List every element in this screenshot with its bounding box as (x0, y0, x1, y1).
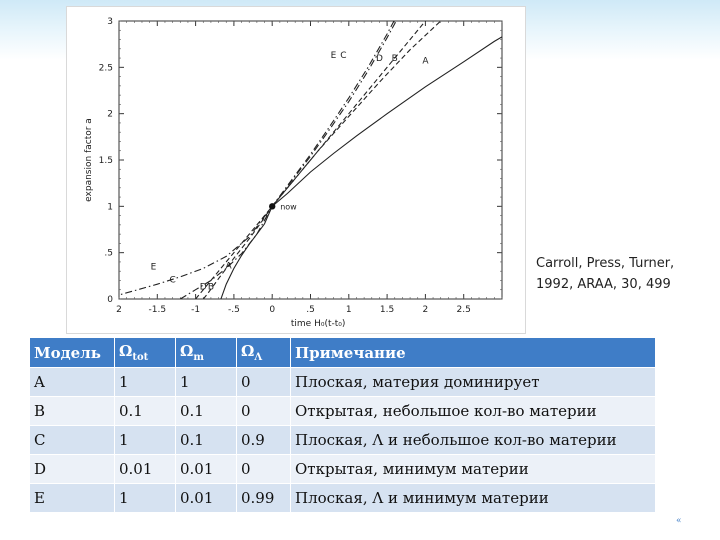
table-row (30, 426, 656, 455)
x-tick-label: .5 (306, 305, 315, 315)
cell-omega-m: 0.01 (176, 455, 237, 484)
citation-line-1: Carroll, Press, Turner, (536, 256, 675, 271)
y-tick-label: 2.5 (98, 63, 113, 74)
x-tick-label: 1 (345, 305, 352, 315)
cell-note: Плоская, материя доминирует (291, 368, 656, 397)
table-row (30, 368, 656, 397)
table-row (30, 455, 656, 484)
cell-omega-tot: 0.1 (115, 397, 176, 426)
omega-m-label: $\Omega_m$ (180, 342, 204, 363)
header-note (291, 338, 656, 368)
citation (536, 253, 716, 295)
cell-model: C (30, 426, 115, 455)
header-note-label: Примечание (295, 343, 406, 362)
header-omega-m (176, 338, 237, 368)
cell-omega-lambda: 0 (237, 368, 291, 397)
table-row (30, 484, 656, 513)
cell-omega-tot: 1 (115, 426, 176, 455)
x-axis-title: time H₀(t-t₀) (290, 319, 346, 329)
y-tick-label: 1.5 (98, 156, 113, 166)
series-line-A (221, 37, 502, 299)
curve-label-B: B (391, 53, 398, 64)
models-table (30, 338, 656, 512)
page-marker: « (676, 516, 682, 526)
cell-omega-lambda: 0 (237, 397, 291, 426)
cell-omega-lambda: 0.99 (237, 484, 291, 513)
series-line-C (180, 7, 406, 299)
cell-omega-m: 0.01 (176, 484, 237, 513)
x-tick-label: -.5 (227, 305, 240, 315)
curve-label-C: C (340, 51, 347, 62)
cell-omega-m: 0.1 (176, 426, 237, 455)
citation-line-2: 1992, ARAA, 30, 499 (536, 277, 671, 292)
curve-label-D: D (375, 53, 383, 64)
header-model (30, 338, 115, 368)
cell-note: Плоская, Λ и небольшое кол-во материи (291, 426, 656, 455)
series-line-E (111, 7, 406, 297)
now-point (269, 203, 275, 209)
omega-tot-label: $\Omega_{tot}$ (119, 342, 149, 363)
header-omega-lambda (237, 338, 291, 368)
cell-omega-tot: 1 (115, 484, 176, 513)
y-tick-label: 2 (107, 109, 113, 120)
cell-note: Открытая, минимум материи (291, 455, 656, 484)
cell-note: Плоская, Λ и минимум материи (291, 484, 656, 513)
cell-model: D (30, 455, 115, 484)
header-model-label: Модель (34, 343, 101, 362)
expansion-factor-chart (67, 7, 525, 333)
x-tick-label: -1.5 (148, 305, 167, 315)
x-tick-label: 2.5 (456, 305, 471, 315)
curve-label-E: E (330, 51, 337, 62)
y-tick-label: 1 (107, 202, 113, 213)
cell-note: Открытая, небольшое кол-во материи (291, 397, 656, 426)
y-tick-label: 0 (107, 295, 113, 305)
curve-label-A: A (422, 56, 429, 67)
omega-lambda-label: $\Omega_\Lambda$ (241, 342, 263, 363)
x-tick-label: 2 (116, 305, 122, 315)
table-row (30, 397, 656, 426)
curve-label-A: A (225, 261, 232, 272)
series-line-B (203, 7, 494, 299)
x-tick-label: 0 (269, 305, 276, 315)
header-omega-tot (115, 338, 176, 368)
curve-label-E: E (150, 262, 157, 273)
cell-model: E (30, 484, 115, 513)
cell-omega-lambda: 0 (237, 455, 291, 484)
now-label: now (280, 202, 297, 212)
y-tick-label: 3 (107, 17, 113, 27)
cell-omega-m: 1 (176, 368, 237, 397)
chart-panel (66, 6, 526, 334)
cell-model: A (30, 368, 115, 397)
curve-label-B: B (207, 282, 215, 293)
cell-model: B (30, 397, 115, 426)
x-tick-label: 1.5 (379, 305, 395, 315)
x-tick-label: -1 (191, 305, 201, 315)
cell-omega-tot: 0.01 (115, 455, 176, 484)
cell-omega-tot: 1 (115, 368, 176, 397)
y-axis-title: expansion factor a (84, 118, 94, 202)
x-tick-label: 2 (422, 305, 429, 315)
curve-label-C: C (169, 275, 176, 286)
y-tick-label: .5 (104, 248, 113, 259)
curve-label-D: D (199, 282, 207, 293)
cell-omega-lambda: 0.9 (237, 426, 291, 455)
cell-omega-m: 0.1 (176, 397, 237, 426)
table-header-row (30, 338, 656, 368)
